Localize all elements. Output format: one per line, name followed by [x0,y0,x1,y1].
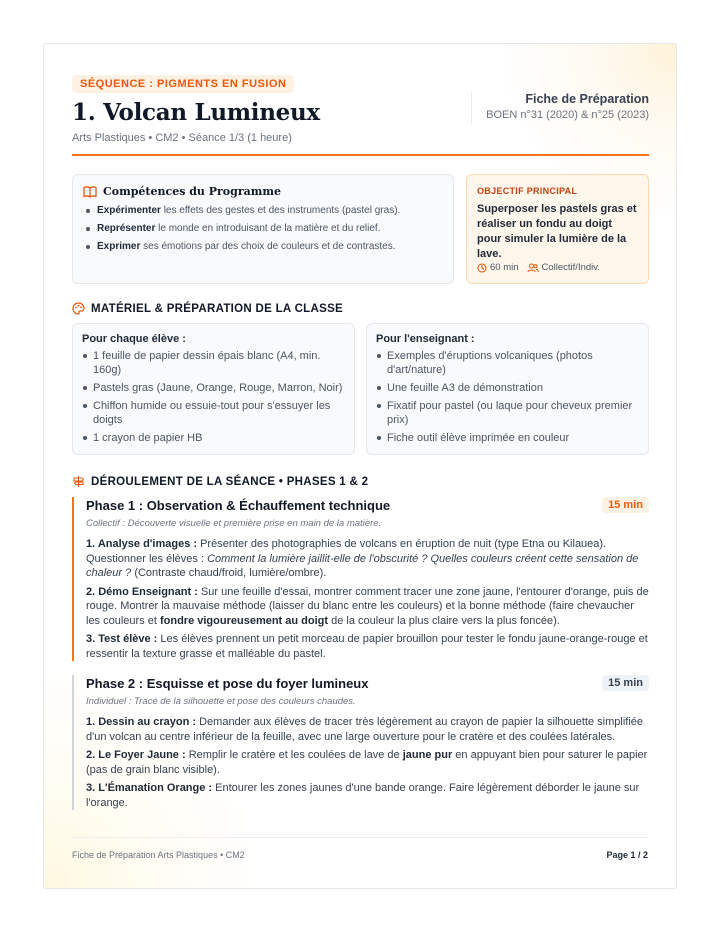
phase-2-step-3 [86,781,649,810]
phase-2-subtitle: Individuel : Tracé de la silhouette et pose des couleurs chaudes. [86,696,356,707]
phase-2-step-2 [86,748,649,777]
signpost-icon [72,475,85,488]
materiel-row [72,323,649,455]
sequence-tag: SÉQUENCE : PIGMENTS EN FUSION [72,75,294,93]
page-subtitle: Arts Plastiques • CM2 • Séance 1/3 (1 heure) [72,132,292,144]
phase-2-step-1 [86,715,649,744]
competence-verb: Expérimenter [97,205,161,216]
page-header [72,74,649,156]
phase-1-subtitle: Collectif : Découverte visuelle et première prise en main de la matière. [86,518,382,529]
page-number: Page 1 / 2 [606,850,648,860]
materiel-enseignant-list [376,349,639,445]
materiel-enseignant-box [366,323,649,455]
phase-1-title: Phase 1 : Observation & Échauffement technique [86,497,391,513]
deroulement-header [72,475,649,488]
users-icon [527,263,539,273]
list-item: Une feuille A3 de démonstration [376,381,639,395]
list-item [83,220,443,238]
step-text: Remplir le cratère et les coulées de lave de [185,749,403,761]
competences-title: Compétences du Programme [103,185,282,198]
footer-left: Fiche de Préparation Arts Plastiques • CM2 [72,850,245,860]
fiche-reference: BOEN n°31 (2020) & n°25 (2023) [486,109,649,121]
page-title: 1. Volcan Lumineux [72,99,320,126]
step-text: Demander aux élèves de tracer très légèrement au crayon de papier la silhouette simplifiée d'un volcan au centre inférieur de la feuille, avec une large ouverture pour le cratère et des coulées latérales. [86,716,644,743]
list-item: 1 feuille de papier dessin épais blanc (A4, min. 160g) [82,349,345,377]
competences-header [83,185,443,198]
step-text-end: de la couleur la plus claire vers la plus foncée). [328,614,560,627]
deroulement-title: DÉROULEMENT DE LA SÉANCE • PHASES 1 & 2 [91,475,369,488]
list-item: Exemples d'éruptions volcaniques (photos d'art/nature) [376,349,639,377]
palette-icon [72,302,85,315]
step-label: 2. Démo Enseignant : [86,585,198,598]
competences-list [83,202,443,256]
step-text-end: (Contraste chaud/froid, lumière/ombre). [131,567,327,579]
phase-1-step-1 [86,537,649,581]
fiche-title: Fiche de Préparation [525,92,649,106]
materiel-enseignant-title: Pour l'enseignant : [376,333,475,345]
step-question: Comment la lumière jaillit-elle de l'obscurité ? Quelles couleurs créent cette sensation de chaleur ? [86,552,639,579]
step-emphasis: jaune pur [402,749,453,761]
list-item: Fiche outil élève imprimée en couleur [376,431,639,445]
materiel-eleve-box [72,323,355,455]
mode-text: Collectif/Indiv. [541,262,600,273]
step-label: 1. Dessin au crayon : [86,716,197,728]
materiel-header [72,302,649,315]
step-label: 3. Test élève : [86,633,158,645]
step-text-end: en appuyant bien pour saturer le papier (pas de grain blanc visible). [86,749,648,776]
materiel-eleve-list [82,349,345,445]
clock-icon [477,263,487,273]
step-text: Les élèves prennent un petit morceau de papier brouillon pour tester le fondu jaune-orange-rouge et ressentir la texture grasse et malléable du pastel. [86,633,648,660]
phase-1-step-2 [86,585,649,629]
list-item: Chiffon humide ou essuie-tout pour s'essuyer les doigts [82,399,345,427]
objectif-box [466,174,649,284]
step-emphasis: fondre vigoureusement au doigt [159,614,329,627]
competence-text: le monde en introduisant de la matière et du relief. [155,223,381,234]
phase-2-duration-badge: 15 min [602,675,649,691]
competence-verb: Exprimer [97,241,141,252]
list-item: Pastels gras (Jaune, Orange, Rouge, Marron, Noir) [82,381,345,395]
objectif-text: Superposer les pastels gras et réaliser un fondu au doigt pour simuler la lumière de la lave. [477,203,637,260]
competence-text: ses émotions par des choix de couleurs et de contrastes. [140,241,396,252]
phase-2 [72,675,649,810]
phase-1-header [86,497,649,513]
top-row [72,174,649,284]
page-footer [72,837,648,860]
phase-1-duration-badge: 15 min [602,497,649,513]
step-label: 2. Le Foyer Jaune : [86,749,186,761]
objectif-label: OBJECTIF PRINCIPAL [477,186,578,196]
book-icon [83,186,97,198]
competence-verb: Représenter [97,223,156,234]
list-item [83,202,443,220]
phase-1-step-3 [86,632,649,661]
list-item: Fixatif pour pastel (ou laque pour cheveux premier prix) [376,399,639,427]
phase-1 [72,497,649,661]
phase-2-title: Phase 2 : Esquisse et pose du foyer lumineux [86,675,369,691]
list-item [83,238,443,256]
duration-text: 60 min [490,262,519,273]
step-label: 3. L'Émanation Orange : [86,782,213,794]
step-label: 1. Analyse d'images : [86,538,198,550]
phase-2-steps [86,715,649,810]
materiel-title: MATÉRIEL & PRÉPARATION DE LA CLASSE [91,302,344,315]
phase-2-header [86,675,649,691]
competence-text: les effets des gestes et des instruments (pastel gras). [160,205,401,216]
phase-1-steps [86,537,649,661]
list-item: 1 crayon de papier HB [82,431,345,445]
step-text: Sur une feuille d'essai, montrer comment tracer une zone jaune, l'entourer d'orange, puis de rouge. Montrer la mauvaise méthode (laisser du blanc entre les couleurs) et la bonne méthode (faire chevaucher les couleurs et [86,585,649,627]
duration-meta [477,262,519,273]
page-content [72,74,649,814]
competences-box [72,174,454,284]
fiche-info [471,92,649,124]
materiel-eleve-title: Pour chaque élève : [82,333,186,345]
document-page [43,43,677,889]
step-text: Entourer les zones jaunes d'une bande orange. Faire légèrement déborder le jaune sur l'orange. [86,782,640,809]
mode-meta [527,262,600,273]
step-text: Présenter des photographies de volcans en éruption de nuit (type Etna ou Kilauea). Questionner les élèves : [86,538,607,565]
objectif-meta [477,262,600,273]
